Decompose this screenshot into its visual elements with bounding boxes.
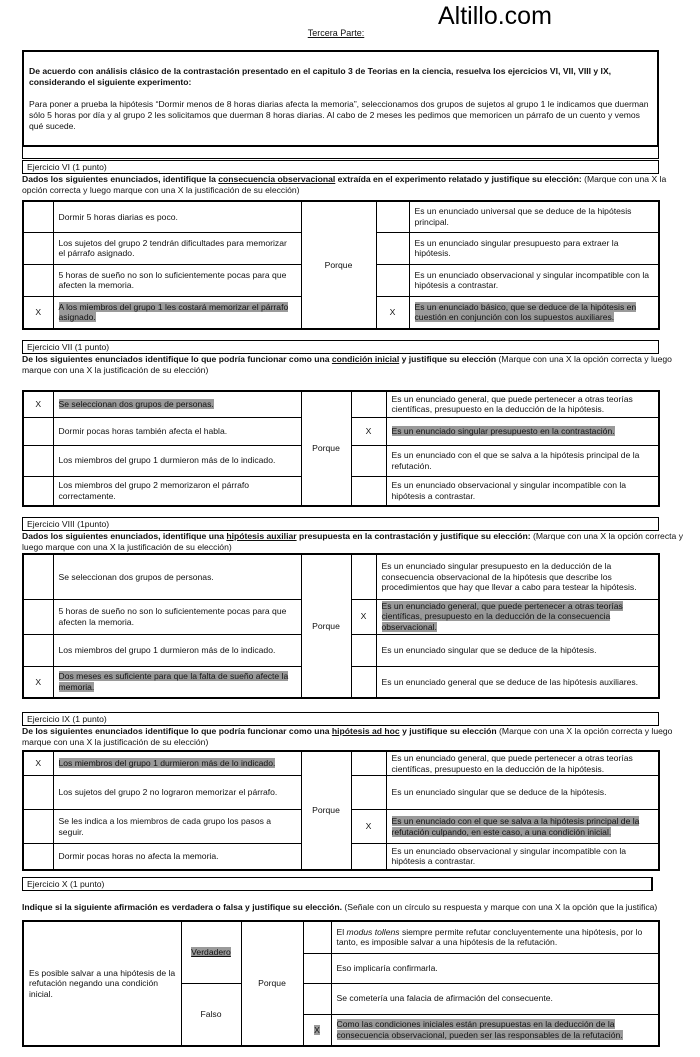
instr-paren: (Señale con un círculo su respuesta y marque con una X la opción que la justifica) xyxy=(341,902,658,912)
option-text xyxy=(53,445,301,476)
justification-text xyxy=(376,599,659,634)
justification-label: Es un enunciado general, que puede pertenecer a otras teorías científicas, presupuesto en la deducción de la consecuencia observacional. xyxy=(381,600,623,632)
justification-mark[interactable] xyxy=(351,776,386,810)
exercise-instructions xyxy=(22,726,687,747)
justification-mark[interactable]: X xyxy=(351,599,376,634)
porque-label: Porque xyxy=(301,201,376,329)
option-label: Los miembros del grupo 2 memorizaron el párrafo correctamente. xyxy=(58,480,250,501)
justification-mark[interactable] xyxy=(303,983,331,1014)
justification-text xyxy=(409,201,659,232)
statement: Es posible salvar a una hipótesis de la refutación negando una condición inicial. xyxy=(23,921,181,1046)
justification-mark[interactable] xyxy=(376,201,409,232)
justification-label: Es un enunciado universal que se deduce de la hipótesis principal. xyxy=(414,206,632,227)
exercise-title: Ejercicio VI (1 punto) xyxy=(22,160,659,174)
justification-text: El modus tollens siempre permite refutar concluyentemente una hipótesis, por lo tanto, es imposible salvar a una hipótesis de la refutación. xyxy=(331,921,659,953)
justification-mark[interactable]: X xyxy=(351,810,386,844)
option-mark[interactable] xyxy=(23,232,53,264)
option-mark[interactable]: X xyxy=(23,666,53,698)
option-text xyxy=(53,264,301,296)
option-text xyxy=(53,776,301,810)
exercise-title: Ejercicio X (1 punto) xyxy=(22,877,653,891)
option-mark[interactable] xyxy=(23,201,53,232)
instr-term: consecuencia observacional xyxy=(218,174,336,184)
option-text xyxy=(53,751,301,776)
option-false[interactable]: Falso xyxy=(181,983,241,1046)
justification-label: Es un enunciado observacional y singular incompatible con la hipótesis a contrastar. xyxy=(414,269,650,290)
option-text xyxy=(53,391,301,417)
justification-mark[interactable] xyxy=(303,953,331,983)
justification-text xyxy=(386,391,659,417)
option-label: Dormir pocas horas también afecta el habla. xyxy=(58,425,228,436)
justification-text xyxy=(386,810,659,844)
exercise-table xyxy=(22,200,660,330)
option-label: Se les indica a los miembros de cada grupo los pasos a seguir. xyxy=(58,816,272,837)
justification-mark[interactable] xyxy=(351,751,386,776)
porque-label: Porque xyxy=(241,921,303,1046)
justification-mark[interactable] xyxy=(351,554,376,599)
justification-label: Es un enunciado con el que se salva a la hipótesis principal de la refutación culpando, en este caso, a una condición inicial. xyxy=(391,816,640,837)
justification-text xyxy=(386,417,659,445)
justification-mark[interactable] xyxy=(376,264,409,296)
option-mark[interactable] xyxy=(23,417,53,445)
instr-post: extraída en el experimento relatado y justifique su elección: xyxy=(335,174,582,184)
option-text xyxy=(53,634,301,666)
exercise-title: Ejercicio IX (1 punto) xyxy=(22,712,659,726)
justification-text xyxy=(409,232,659,264)
brand-logo: Altillo.com xyxy=(438,2,552,30)
justification-mark[interactable] xyxy=(351,391,386,417)
exercise-table xyxy=(22,390,660,507)
instr-post: presupuesta en la contrastación y justifique su elección: xyxy=(296,531,531,541)
instr-term: hipótesis auxiliar xyxy=(226,531,297,541)
justification-text xyxy=(376,666,659,698)
option-text xyxy=(53,666,301,698)
justification-label: Es un enunciado singular que se deduce de la hipótesis. xyxy=(391,787,607,798)
exercise-table xyxy=(22,750,660,871)
exercise-table xyxy=(22,553,660,699)
porque-label: Porque xyxy=(301,554,351,698)
instr-pre: Dados los siguientes enunciados, identifique una xyxy=(22,531,227,541)
justification-mark[interactable] xyxy=(303,921,331,953)
justification-label: Es un enunciado observacional y singular incompatible con la hipótesis a contrastar. xyxy=(391,480,627,501)
justification-text xyxy=(409,264,659,296)
option-label: Dos meses es suficiente para que la falta de sueño afecte la memoria. xyxy=(58,671,289,692)
option-text xyxy=(53,296,301,329)
table-row xyxy=(23,391,659,417)
option-text xyxy=(53,599,301,634)
justification-mark[interactable] xyxy=(303,1014,331,1046)
option-label: Los miembros del grupo 1 durmieron más de lo indicado. xyxy=(58,644,276,655)
instr-post: y justifique su elección xyxy=(399,726,497,736)
option-label: Se seleccionan dos grupos de personas. xyxy=(58,571,214,582)
exercise-instructions xyxy=(22,531,687,552)
exercise-instructions xyxy=(22,902,687,913)
justification-label: Es un enunciado observacional y singular incompatible con la hipótesis a contrastar. xyxy=(391,845,627,867)
option-text xyxy=(53,232,301,264)
instr-pre: De los siguientes enunciados identifique lo que podría funcionar como una xyxy=(22,726,332,736)
porque-label: Porque xyxy=(301,391,351,506)
justification-label: Es un enunciado singular presupuesto en la contrastación. xyxy=(391,425,615,436)
instr-paren: (Marque con una X la opción correcta y luego marque con una X la justificación de su elección) xyxy=(22,726,673,747)
option-text xyxy=(53,417,301,445)
table-row xyxy=(23,201,659,232)
option-true[interactable] xyxy=(181,921,241,983)
justification-text: Eso implicaría confirmarla. xyxy=(331,953,659,983)
option-label: 5 horas de sueño no son lo suficientemente pocas para que afecten la memoria. xyxy=(58,269,287,290)
justification-text xyxy=(386,445,659,476)
option-label: Dormir pocas horas no afecta la memoria. xyxy=(58,851,219,861)
porque-label: Porque xyxy=(301,751,351,870)
justification-label: Es un enunciado general, que puede pertenecer a otras teorías científicas, presupuesto en la deducción de la hipótesis. xyxy=(391,393,633,415)
option-mark[interactable]: X xyxy=(23,751,53,776)
exercise-title: Ejercicio VIII (1punto) xyxy=(22,517,659,531)
intro-box xyxy=(22,50,659,147)
justification-text xyxy=(376,634,659,666)
option-label: Los miembros del grupo 1 durmieron más de lo indicado. xyxy=(58,758,276,769)
justification-mark[interactable] xyxy=(351,634,376,666)
justification-mark[interactable]: X xyxy=(376,296,409,329)
option-mark[interactable] xyxy=(23,476,53,506)
justification-mark[interactable] xyxy=(351,445,386,476)
intro-experiment: Para poner a prueba la hipótesis “Dormir menos de 8 horas diarias afecta la memoria”, seleccionamos dos grupos de sujetos al grupo 1 le indicamos que duerman sólo 5 horas por día y al grupo 2 les solicitamos que duerman 8 horas diarias. Al cabo de 2 meses les pedimos que memoricen un párrafo de un cuento y vemos qué sucede. xyxy=(29,99,649,131)
instr-bold: Indique si la siguiente afirmación es verdadera o falsa y justifique su elección. xyxy=(22,902,342,912)
instr-paren: (Marque con una X la opción correcta y luego marque con una X la justificación de su elección) xyxy=(22,354,672,375)
option-text xyxy=(53,554,301,599)
option-mark[interactable] xyxy=(23,810,53,844)
instr-term: condición inicial xyxy=(331,354,400,364)
justification-text xyxy=(376,554,659,599)
option-mark[interactable]: X xyxy=(23,296,53,329)
option-mark[interactable]: X xyxy=(23,391,53,417)
exercise-title: Ejercicio VII (1 punto) xyxy=(22,340,659,354)
instr-pre: Dados los siguientes enunciados, identifique la xyxy=(22,174,219,184)
table-row xyxy=(23,751,659,776)
justification-text xyxy=(386,751,659,776)
option-label: A los miembros del grupo 1 les costará memorizar el párrafo asignado. xyxy=(58,301,289,323)
instr-pre: De los siguientes enunciados identifique lo que podría funcionar como una xyxy=(22,354,332,364)
option-label: Se seleccionan dos grupos de personas. xyxy=(58,399,214,409)
x-mark: X xyxy=(314,1024,320,1035)
justification-mark[interactable] xyxy=(351,476,386,506)
option-label: Los sujetos del grupo 2 tendrán dificultades para memorizar el párrafo asignado. xyxy=(58,237,287,258)
option-mark[interactable] xyxy=(23,445,53,476)
justification-label: Es un enunciado general, que puede pertenecer a otras teorías científicas, presupuesto en la deducción de la hipótesis. xyxy=(391,753,633,774)
option-label: Dormir 5 horas diarias es poco. xyxy=(58,211,178,222)
justification-text: Se cometería una falacia de afirmación del consecuente. xyxy=(331,983,659,1014)
instr-term: hipótesis ad hoc xyxy=(331,726,400,736)
highlighted-text: Como las condiciones iniciales están presupuestas en la deducción de la consecuencia observacional, pueden ser las responsables de la refutación. xyxy=(336,1019,623,1040)
justification-text xyxy=(331,1014,659,1046)
justification-mark[interactable]: X xyxy=(351,417,386,445)
option-mark[interactable] xyxy=(23,599,53,634)
option-mark[interactable] xyxy=(23,554,53,599)
justification-label: Es un enunciado singular que se deduce de la hipótesis. xyxy=(381,644,597,655)
option-mark[interactable] xyxy=(23,264,53,296)
option-mark[interactable] xyxy=(23,776,53,810)
option-mark[interactable] xyxy=(23,844,53,870)
option-mark[interactable] xyxy=(23,634,53,666)
true-label: Verdadero xyxy=(191,947,231,957)
instr-post: y justifique su elección xyxy=(399,354,497,364)
justification-mark[interactable] xyxy=(376,232,409,264)
exercise-x-table xyxy=(22,920,660,1047)
justification-text xyxy=(386,476,659,506)
option-label: Los sujetos del grupo 2 no lograron memorizar el párrafo. xyxy=(58,787,278,798)
exercise-instructions xyxy=(22,174,687,195)
blank-row xyxy=(22,147,659,159)
option-text xyxy=(53,844,301,870)
justification-mark[interactable] xyxy=(351,844,386,870)
justification-label: Es un enunciado singular presupuesto en la deducción de la consecuencia observacional de la hipótesis que describe los procedimientos que hay que llevar a cabo para testear la hipótesis. xyxy=(381,561,637,592)
table-row xyxy=(23,554,659,599)
justification-text xyxy=(409,296,659,329)
justification-text xyxy=(386,844,659,870)
intro-instructions: De acuerdo con análisis clásico de la contrastación presentado en el capitulo 3 de Teorias en la ciencia, resuelva los ejercicios VI, VII, VIII y IX, considerando el siguiente experimento: xyxy=(29,66,612,87)
exercise-instructions xyxy=(22,354,687,375)
option-text xyxy=(53,476,301,506)
instr-paren: (Marque con una X la opción correcta y luego marque con una X la justificación de su elección) xyxy=(22,174,667,195)
instr-paren: (Marque con una X la opción correcta y luego marque con una X la justificación de su elección) xyxy=(22,531,683,552)
justification-label: Es un enunciado general que se deduce de las hipótesis auxiliares. xyxy=(381,676,639,687)
option-text xyxy=(53,810,301,844)
justification-label: Es un enunciado básico, que se deduce de la hipótesis en cuestión en conjunción con los supuestos auxiliares. xyxy=(414,301,637,323)
justification-label: Es un enunciado singular presupuesto para extraer la hipótesis. xyxy=(414,237,619,258)
option-label: Los miembros del grupo 1 durmieron más de lo indicado. xyxy=(58,455,276,466)
page-title: Tercera Parte: xyxy=(307,28,365,38)
option-text xyxy=(53,201,301,232)
justification-mark[interactable] xyxy=(351,666,376,698)
option-label: 5 horas de sueño no son lo suficientemente pocas para que afecten la memoria. xyxy=(58,606,287,627)
justification-text xyxy=(386,776,659,810)
justification-label: Es un enunciado con el que se salva a la hipótesis principal de la refutación. xyxy=(391,450,640,471)
